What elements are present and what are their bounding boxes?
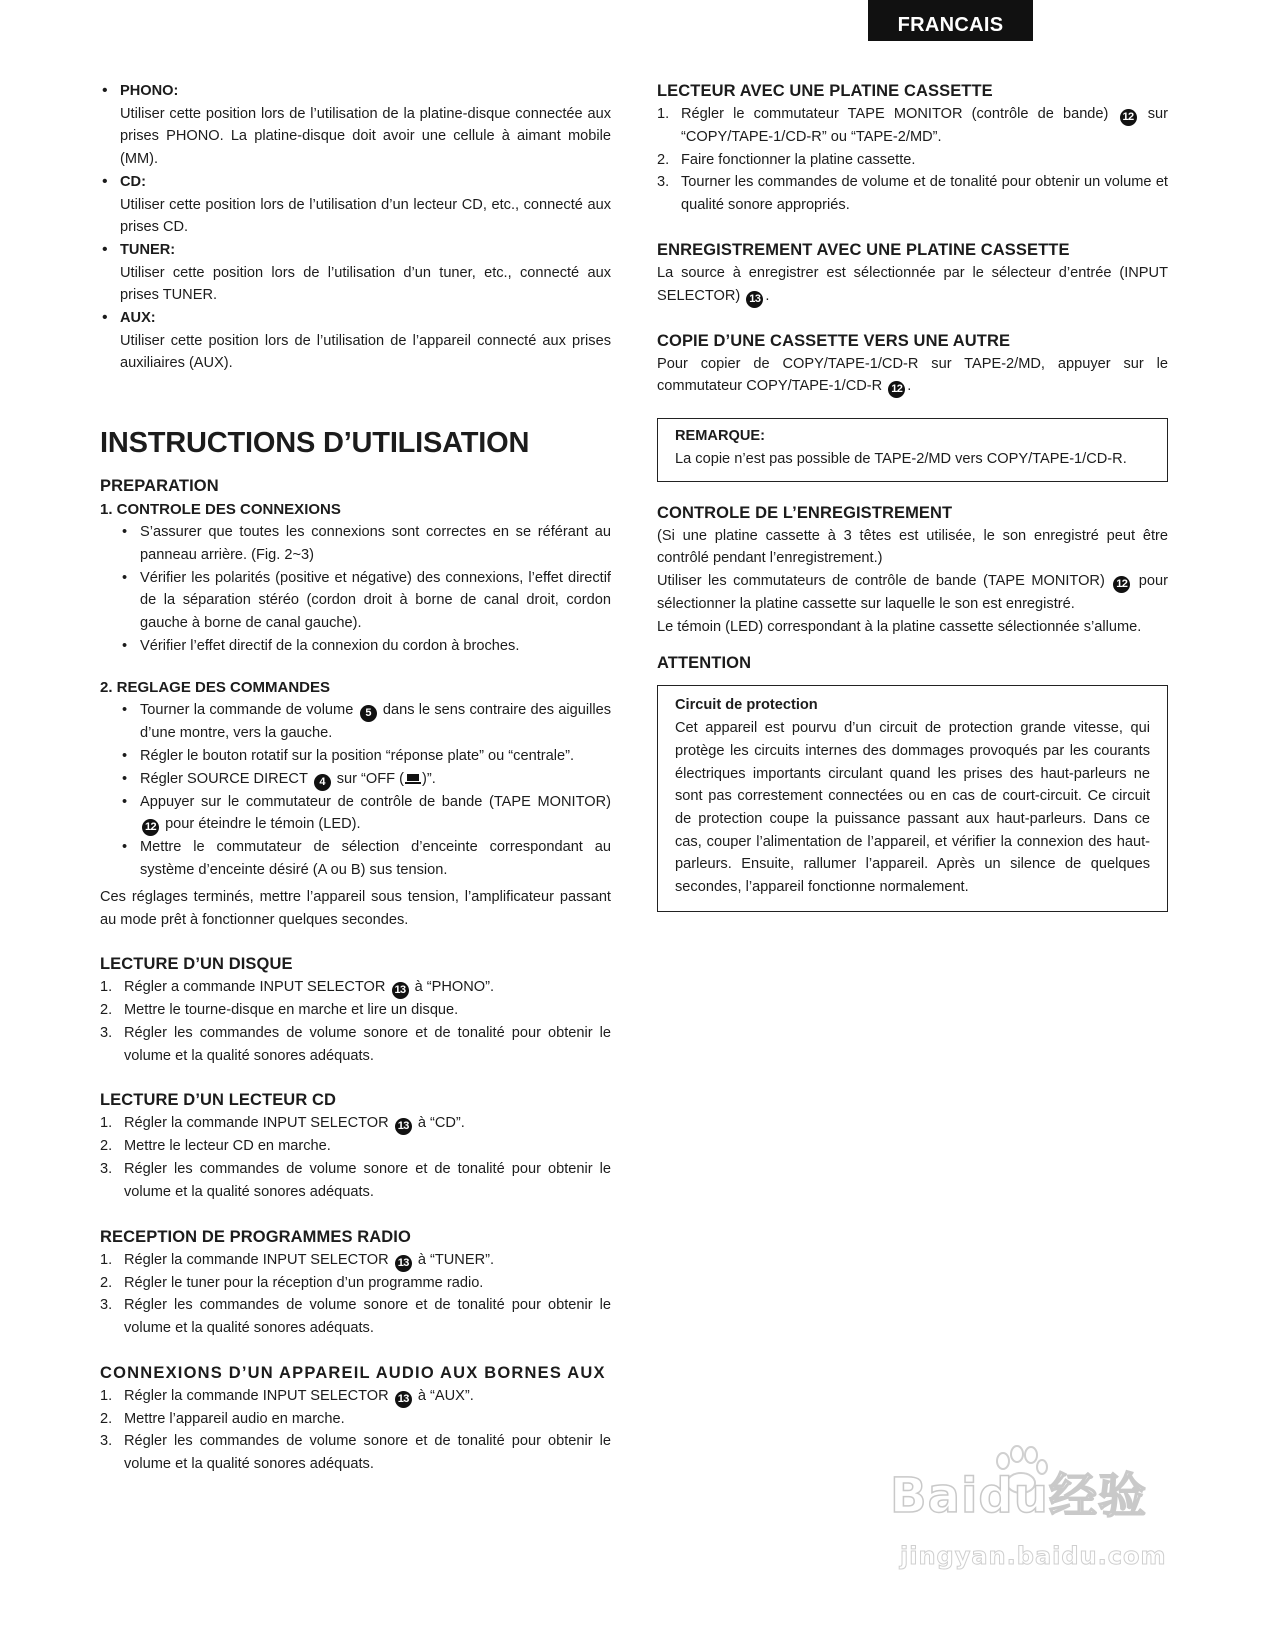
step1-heading: 1. CONTROLE DES CONNEXIONS	[100, 501, 341, 519]
step2-heading: 2. REGLAGE DES COMMANDES	[100, 679, 331, 697]
step1-list	[100, 521, 611, 657]
list-item: • Régler le bouton rotatif sur la position “réponse plate” ou “centrale”.	[122, 748, 574, 765]
list-item: • Régler SOURCE DIRECT 4 sur “OFF ( )”.	[120, 768, 611, 791]
cd-heading: LECTURE D’UN LECTEUR CD	[100, 1091, 337, 1110]
monitor-p1: (Si une platine cassette à 3 têtes est utilisée, le son enregistré peut être contrôlé pendant l’enregistrement.)	[657, 527, 1168, 567]
protection-title: Circuit de protection	[675, 697, 818, 714]
list-item: 2. Faire fonctionner la platine cassette.	[657, 151, 916, 168]
remark-text: La copie n’est pas possible de TAPE-2/MD vers COPY/TAPE-1/CD-R.	[675, 450, 1127, 467]
list-item: • Vérifier les polarités (positive et négative) des connexions, l’effet directif de la séparation stéréo (cordon droit à borne de canal droit, cordon gauche à borne de canal gauche).	[122, 569, 611, 631]
aux-heading: CONNEXIONS D’UN APPAREIL AUDIO AUX BORNES AUX	[100, 1363, 606, 1382]
monitor-p3: Le témoin (LED) correspondant à la platine cassette sélectionnée s’allume.	[657, 618, 1142, 635]
list-item: 3. Tourner les commandes de volume et de tonalité pour obtenir un volume et qualité sonore appropriés.	[657, 174, 1168, 214]
control-number-badge: 4	[314, 774, 331, 791]
disc-steps	[100, 976, 611, 1067]
control-number-badge: 13	[395, 1391, 412, 1408]
protection-text: Cet appareil est pourvu d’un circuit de protection grande vitesse, qui protège les circuits internes des dommages provoqués par les courants électriques importants circulant quand les prises des haut-parleurs ne sont pas correstement connectées ou en cas de court-circuit. Ce circuit de protection coupe la puissance passant aux haut-parleurs. Dans ce cas, couper l’alimentation de l’appareil, et vérifier la connexion des haut-parleurs. Ensuite, rallumer l’appareil. Après un silence de quelques secondes, l’appareil fonctionne normalement.	[675, 720, 1150, 896]
list-item: 1. Régler a commande INPUT SELECTOR 13 à “PHONO”.	[100, 976, 611, 999]
language-tab: FRANCAIS	[868, 0, 1033, 41]
protection-box	[657, 685, 1168, 911]
radio-heading: RECEPTION DE PROGRAMMES RADIO	[100, 1227, 411, 1246]
monitor-heading: CONTROLE DE L’ENREGISTREMENT	[657, 503, 953, 522]
step2-list	[100, 699, 611, 882]
watermark-brand: Baidu经验	[890, 1468, 1147, 1524]
list-item: • PHONO: Utiliser cette position lors de l’utilisation de la platine-disque connectée aux prises PHONO. La platine-disque doit avoir une cellule à aimant mobile (MM).	[102, 82, 611, 168]
aux-steps	[100, 1385, 611, 1476]
list-item: • TUNER: Utiliser cette position lors de l’utilisation d’un tuner, etc., connecté aux prises TUNER.	[102, 240, 611, 304]
control-number-badge: 13	[392, 982, 409, 999]
list-item: • Appuyer sur le commutateur de contrôle de bande (TAPE MONITOR) 12 pour éteindre le témoin (LED).	[120, 791, 611, 837]
list-item: 2. Mettre le lecteur CD en marche.	[100, 1138, 331, 1155]
list-item: • Vérifier l’effet directif de la connexion du cordon à broches.	[122, 637, 520, 654]
attention-heading: ATTENTION	[657, 654, 752, 673]
radio-steps	[100, 1249, 611, 1340]
list-item: 1. Régler la commande INPUT SELECTOR 13 à “TUNER”.	[100, 1249, 611, 1272]
cassette-rec-text: La source à enregistrer est sélectionnée par le sélecteur d’entrée (INPUT SELECTOR) 13 .	[657, 262, 1168, 308]
right-column	[657, 80, 1168, 912]
list-item: • CD: Utiliser cette position lors de l’utilisation d’un lecteur CD, etc., connecté aux prises CD.	[102, 172, 611, 236]
cassette-play-heading: LECTEUR AVEC UNE PLATINE CASSETTE	[657, 82, 993, 100]
copy-text: Pour copier de COPY/TAPE-1/CD-R sur TAPE-2/MD, appuyer sur le commutateur COPY/TAPE-1/CD-R 12 .	[657, 353, 1168, 399]
control-number-badge: 5	[360, 705, 377, 722]
list-item: 3. Régler les commandes de volume sonore et de tonalité pour obtenir le volume et la qualité sonores adéquats.	[100, 1161, 611, 1200]
selector-positions-list	[100, 80, 611, 375]
preparation-closing: Ces réglages terminés, mettre l’appareil sous tension, l’amplificateur passant au mode prêt à fonctionner quelques secondes.	[100, 888, 611, 928]
cassette-rec-heading: ENREGISTREMENT AVEC UNE PLATINE CASSETTE	[657, 240, 1070, 259]
list-item: 3. Régler les commandes de volume sonore et de tonalité pour obtenir le volume et la qualité sonores adéquats.	[100, 1024, 611, 1064]
watermark	[880, 1445, 1200, 1585]
cd-steps	[100, 1112, 611, 1203]
page-title: INSTRUCTIONS D’UTILISATION	[100, 427, 530, 460]
list-item: 1. Régler la commande INPUT SELECTOR 13 à “CD”.	[100, 1112, 611, 1135]
list-item: 2. Mettre le tourne-disque en marche et lire un disque.	[100, 1002, 459, 1019]
copy-heading: COPIE D’UNE CASSETTE VERS UNE AUTRE	[657, 331, 1011, 350]
left-column	[100, 80, 611, 1476]
list-item: 2. Mettre l’appareil audio en marche.	[100, 1410, 345, 1427]
cassette-play-steps	[657, 103, 1168, 217]
disc-heading: LECTURE D’UN DISQUE	[100, 955, 293, 974]
list-item: • S’assurer que toutes les connexions sont correctes en se référant au panneau arrière. (Fig. 2~3)	[122, 524, 611, 563]
control-number-badge: 12	[888, 381, 905, 398]
off-position-icon	[407, 774, 419, 781]
remark-title: REMARQUE:	[675, 428, 765, 445]
list-item: 3. Régler les commandes de volume sonore et de tonalité pour obtenir le volume et la qualité sonores adéquats.	[100, 1433, 611, 1473]
control-number-badge: 13	[746, 291, 763, 308]
list-item: 1. Régler le commutateur TAPE MONITOR (contrôle de bande) 12 sur “COPY/TAPE-1/CD-R” ou “TAPE-2/MD”.	[657, 106, 1168, 145]
preparation-heading: PREPARATION	[100, 477, 219, 496]
list-item: • Tourner la commande de volume 5 dans le sens contraire des aiguilles d’une montre, vers la gauche.	[122, 702, 611, 742]
control-number-badge: 13	[395, 1118, 412, 1135]
list-item: 3. Régler les commandes de volume sonore et de tonalité pour obtenir le volume et la qualité sonores adéquats.	[100, 1297, 611, 1336]
watermark-url: jingyan.baidu.com	[900, 1542, 1167, 1570]
control-number-badge: 12	[142, 819, 159, 836]
control-number-badge: 13	[395, 1255, 412, 1272]
list-item: • Mettre le commutateur de sélection d’enceinte correspondant au système d’enceinte désiré (A ou B) sus tension.	[122, 839, 611, 879]
control-number-badge: 12	[1113, 576, 1130, 593]
list-item: 1. Régler la commande INPUT SELECTOR 13 à “AUX”.	[100, 1385, 611, 1408]
list-item: • AUX: Utiliser cette position lors de l’utilisation de l’appareil connecté aux prises auxiliaires (AUX).	[102, 309, 611, 372]
list-item: 2. Régler le tuner pour la réception d’un programme radio.	[100, 1274, 484, 1291]
monitor-p2: Utiliser les commutateurs de contrôle de bande (TAPE MONITOR) 12 pour sélectionner la platine cassette sur laquelle le son est enregistré.	[657, 573, 1168, 613]
control-number-badge: 12	[1120, 109, 1137, 126]
remark-box	[657, 418, 1168, 481]
